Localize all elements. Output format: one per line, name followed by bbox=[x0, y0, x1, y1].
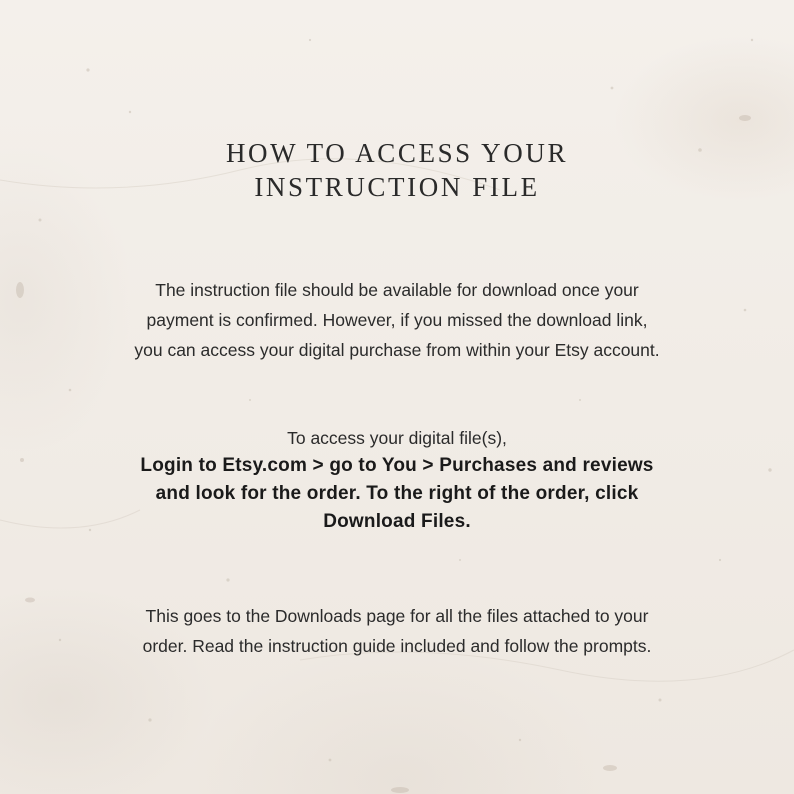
page-title bbox=[0, 136, 794, 204]
title-line-2: INSTRUCTION FILE bbox=[254, 172, 540, 202]
downloads-line-1: This goes to the Downloads page for all the files attached to your bbox=[145, 606, 649, 626]
intro-line-1: The instruction file should be available for download once your bbox=[155, 280, 639, 300]
intro-line-3: you can access your digital purchase from within your Etsy account. bbox=[134, 340, 660, 360]
downloads-paragraph bbox=[0, 601, 794, 661]
access-steps-paragraph bbox=[0, 424, 794, 536]
intro-line-2: payment is confirmed. However, if you missed the download link, bbox=[146, 310, 648, 330]
access-step-line-3: Download Files. bbox=[323, 511, 471, 532]
intro-paragraph bbox=[0, 275, 794, 365]
access-lead: To access your digital file(s), bbox=[287, 428, 507, 448]
downloads-line-2: order. Read the instruction guide included and follow the prompts. bbox=[142, 636, 652, 656]
access-step-line-2: and look for the order. To the right of the order, click bbox=[155, 483, 639, 504]
access-step-line-1: Login to Etsy.com > go to You > Purchases and reviews bbox=[140, 455, 654, 476]
title-line-1: HOW TO ACCESS YOUR bbox=[225, 138, 569, 168]
